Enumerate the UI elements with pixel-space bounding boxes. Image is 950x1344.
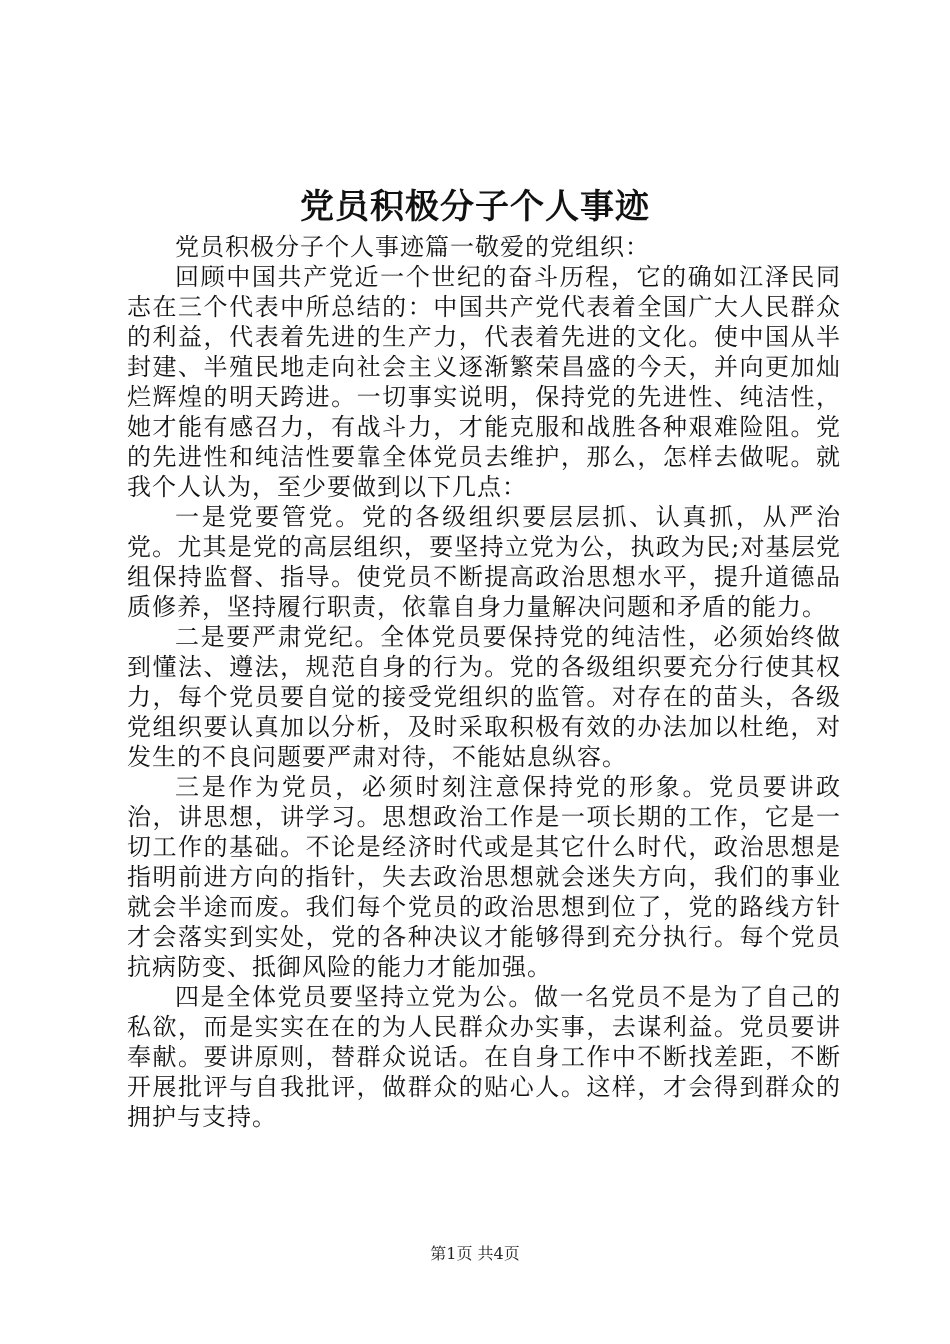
paragraph-point-one: 一是党要管党。党的各级组织要层层抓、认真抓，从严治党。尤其是党的高层组织，要坚持立党为公，执政为民;对基层党组保持监督、指导。使党员不断提高政治思想水平，提升道德品质修养，坚持履行职责，依靠自身力量解决问题和矛盾的能力。 bbox=[127, 503, 841, 621]
paragraph-history: 回顾中国共产党近一个世纪的奋斗历程，它的确如江泽民同志在三个代表中所总结的：中国共产党代表着全国广大人民群众的利益，代表着先进的生产力，代表着先进的文化。使中国从半封建、半殖民地走向社会主义逐渐繁荣昌盛的今天，并向更加灿烂辉煌的明天跨进。一切事实说明，保持党的先进性、纯洁性，她才能有感召力，有战斗力，才能克服和战胜各种艰难险阻。党的先进性和纯洁性要靠全体党员去维护，那么，怎样去做呢。就我个人认为，至少要做到以下几点： bbox=[127, 263, 841, 501]
paragraph-point-two: 二是要严肃党纪。全体党员要保持党的纯洁性，必须始终做到懂法、遵法，规范自身的行为。党的各级组织要充分行使其权力，每个党员要自觉的接受党组织的监管。对存在的苗头，各级党组织要认真加以分析，及时采取积极有效的办法加以杜绝，对发生的不良问题要严肃对待，不能姑息纵容。 bbox=[127, 623, 841, 771]
paragraph-point-three: 三是作为党员，必须时刻注意保持党的形象。党员要讲政治，讲思想，讲学习。思想政治工作是一项长期的工作，它是一切工作的基础。不论是经济时代或是其它什么时代，政治思想是指明前进方向的指针，失去政治思想就会迷失方向，我们的事业就会半途而废。我们每个党员的政治思想到位了，党的路线方针才会落实到实处，党的各种决议才能够得到充分执行。每个党员抗病防变、抵御风险的能力才能加强。 bbox=[127, 773, 841, 981]
page-number-footer: 第1页 共4页 bbox=[430, 1244, 520, 1263]
paragraph-point-four: 四是全体党员要坚持立党为公。做一名党员不是为了自己的私欲，而是实实在在的为人民群众办实事，去谋利益。党员要讲奉献。要讲原则，替群众说话。在自身工作中不断找差距，不断开展批评与自我批评，做群众的贴心人。这样，才会得到群众的拥护与支持。 bbox=[127, 983, 841, 1131]
document-body bbox=[127, 232, 841, 1132]
document-title: 党员积极分子个人事迹 bbox=[300, 187, 650, 227]
paragraph-intro: 党员积极分子个人事迹篇一敬爱的党组织： bbox=[175, 233, 650, 261]
